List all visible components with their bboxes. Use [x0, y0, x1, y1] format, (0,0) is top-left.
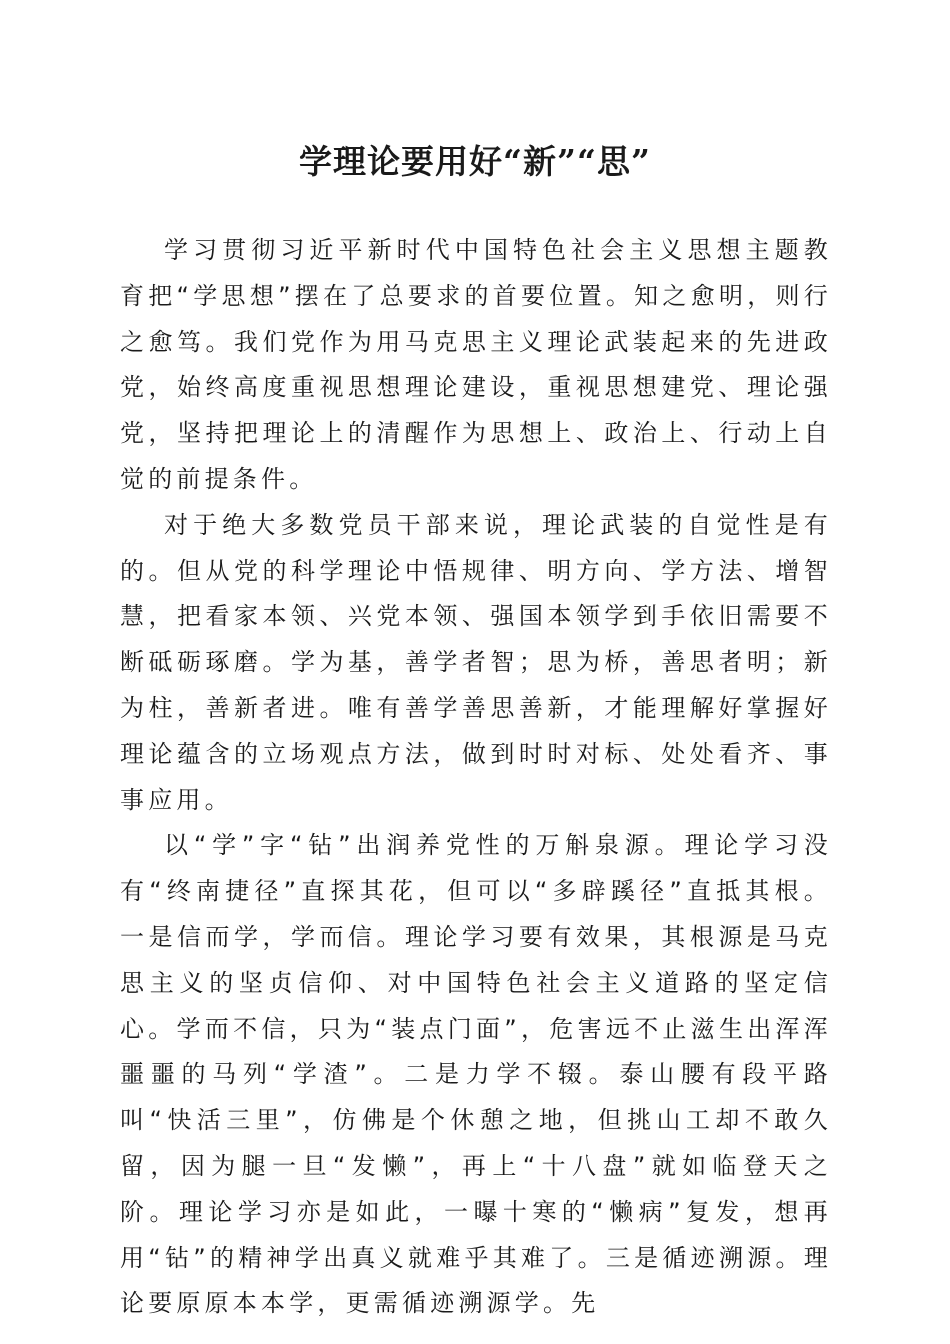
paragraph-3: 以“学”字“钻”出润养党性的万斛泉源。理论学习没有“终南捷径”直探其花，但可以“多辟蹊径”直抵其根。一是信而学，学而信。理论学习要有效果，其根源是马克思主义的坚贞信仰、对中国特色社会主义道路的坚定信心。学而不信，只为“装点门面”，危害远不止滋生出浑浑噩噩的马列“学渣”。二是力学不辍。泰山腰有段平路叫“快活三里”，仿佛是个休憩之地，但挑山工却不敢久留，因为腿一旦“发懒”，再上“十八盘”就如临登天之阶。理论学习亦是如此，一曝十寒的“懒病”复发，想再用“钻”的精神学出真义就难乎其难了。三是循迹溯源。理论要原原本本学，更需循迹溯源学。先: [120, 831, 832, 1318]
paragraph-2: 对于绝大多数党员干部来说，理论武装的自觉性是有的。但从党的科学理论中悟规律、明方向、学方法、增智慧，把看家本领、兴党本领、强国本领学到手依旧需要不断砥砺琢磨。学为基，善学者智；思为桥，善思者明；新为柱，善新者进。唯有善学善思善新，才能理解好掌握好理论蕴含的立场观点方法，做到时时对标、处处看齐、事事应用。: [120, 510, 832, 814]
document-body: [120, 228, 832, 1327]
paragraph-1: 学习贯彻习近平新时代中国特色社会主义思想主题教育把“学思想”摆在了总要求的首要位置。知之愈明，则行之愈笃。我们党作为用马克思主义理论武装起来的先进政党，始终高度重视思想理论建设，重视思想建党、理论强党，坚持把理论上的清醒作为思想上、政治上、行动上自觉的前提条件。: [120, 236, 832, 493]
document-title: 学理论要用好“新”“思”: [299, 142, 651, 181]
